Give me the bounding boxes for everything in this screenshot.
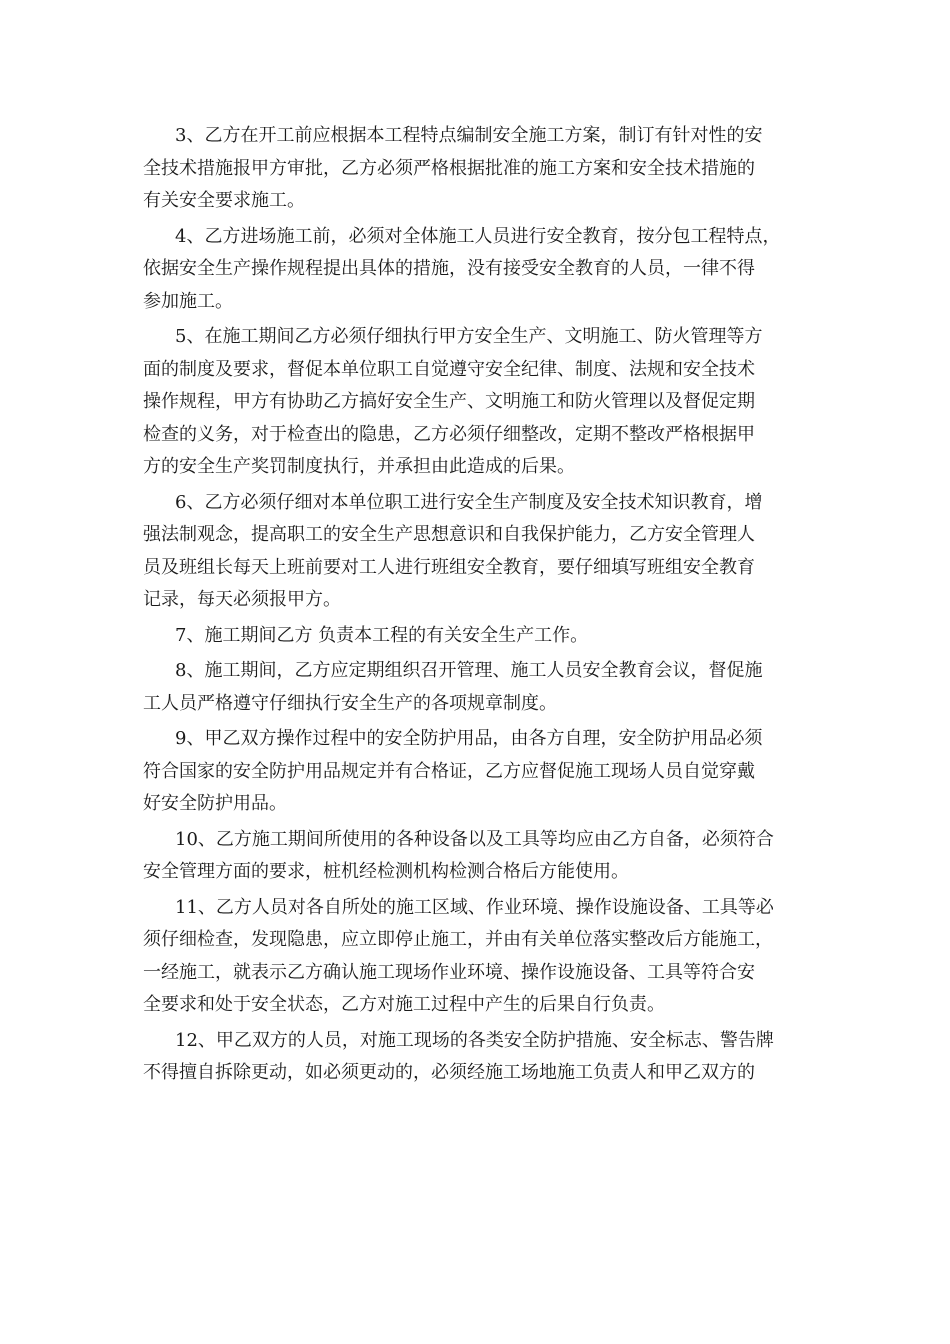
text-line: 符合国家的安全防护用品规定并有合格证，乙方应督促施工现场人员自觉穿戴 [143, 760, 755, 782]
text-line: 安全管理方面的要求，桩机经检测机构检测合格后方能使用。 [143, 861, 629, 882]
text-line: 好安全防护用品。 [143, 793, 287, 814]
text-line: 操作规程，甲方有协助乙方搞好安全生产、文明施工和防火管理以及督促定期 [143, 391, 755, 412]
clause-4 [143, 221, 807, 319]
document-body [143, 120, 807, 1093]
clause-6 [143, 487, 807, 617]
text-line: 记录，每天必须报甲方。 [143, 589, 341, 610]
text-line: 7、施工期间乙方 负责本工程的有关安全生产工作。 [175, 624, 589, 646]
text-line: 全技术措施报甲方审批，乙方必须严格根据批准的施工方案和安全技术措施的 [143, 157, 755, 179]
text-line: 员及班组长每天上班前要对工人进行班组安全教育，要仔细填写班组安全教育 [143, 556, 755, 578]
clause-10 [143, 824, 807, 889]
text-line: 11、乙方人员对各自所处的施工区域、作业环境、操作设施设备、工具等必 [175, 896, 774, 918]
text-line: 8、施工期间，乙方应定期组织召开管理、施工人员安全教育会议，督促施 [175, 660, 763, 681]
clause-7 [143, 620, 807, 653]
text-line: 6、乙方必须仔细对本单位职工进行安全生产制度及安全技术知识教育，增 [175, 491, 763, 513]
text-line: 一经施工，就表示乙方确认施工现场作业环境、操作设施设备、工具等符合安 [143, 961, 755, 983]
text-line: 有关安全要求施工。 [143, 190, 305, 211]
text-line: 面的制度及要求，督促本单位职工自觉遵守安全纪律、制度、法规和安全技术 [143, 358, 755, 380]
clause-12 [143, 1025, 807, 1090]
text-line: 须仔细检查，发现隐患，应立即停止施工，并由有关单位落实整改后方能施工， [143, 929, 773, 950]
text-line: 3、乙方在开工前应根据本工程特点编制安全施工方案，制订有针对性的安 [175, 125, 763, 146]
text-line: 9、甲乙双方操作过程中的安全防护用品，由各方自理，安全防护用品必须 [175, 728, 763, 749]
clause-11 [143, 892, 807, 1022]
text-line: 12、甲乙双方的人员，对施工现场的各类安全防护措施、安全标志、警告牌 [175, 1029, 774, 1051]
text-line: 工人员严格遵守仔细执行安全生产的各项规章制度。 [143, 692, 557, 714]
text-line: 4、乙方进场施工前，必须对全体施工人员进行安全教育，按分包工程特点， [175, 225, 781, 247]
text-line: 方的安全生产奖罚制度执行，并承担由此造成的后果。 [143, 456, 575, 477]
text-line: 10、乙方施工期间所使用的各种设备以及工具等均应由乙方自备，必须符合 [175, 828, 774, 850]
text-line: 参加施工。 [143, 290, 233, 312]
text-line: 5、在施工期间乙方必须仔细执行甲方安全生产、文明施工、防火管理等方 [175, 326, 763, 347]
text-line: 全要求和处于安全状态，乙方对施工过程中产生的后果自行负责。 [143, 994, 665, 1015]
clause-5 [143, 321, 807, 484]
clause-3 [143, 120, 807, 218]
text-line: 不得擅自拆除更动，如必须更动的，必须经施工场地施工负责人和甲乙双方的 [143, 1062, 755, 1083]
clause-9 [143, 723, 807, 821]
text-line: 依据安全生产操作规程提出具体的措施，没有接受安全教育的人员，一律不得 [143, 258, 755, 279]
text-line: 强法制观念，提高职工的安全生产思想意识和自我保护能力，乙方安全管理人 [143, 524, 755, 545]
text-line: 检查的义务，对于检查出的隐患，乙方必须仔细整改，定期不整改严格根据甲 [143, 423, 755, 445]
clause-8 [143, 655, 807, 720]
